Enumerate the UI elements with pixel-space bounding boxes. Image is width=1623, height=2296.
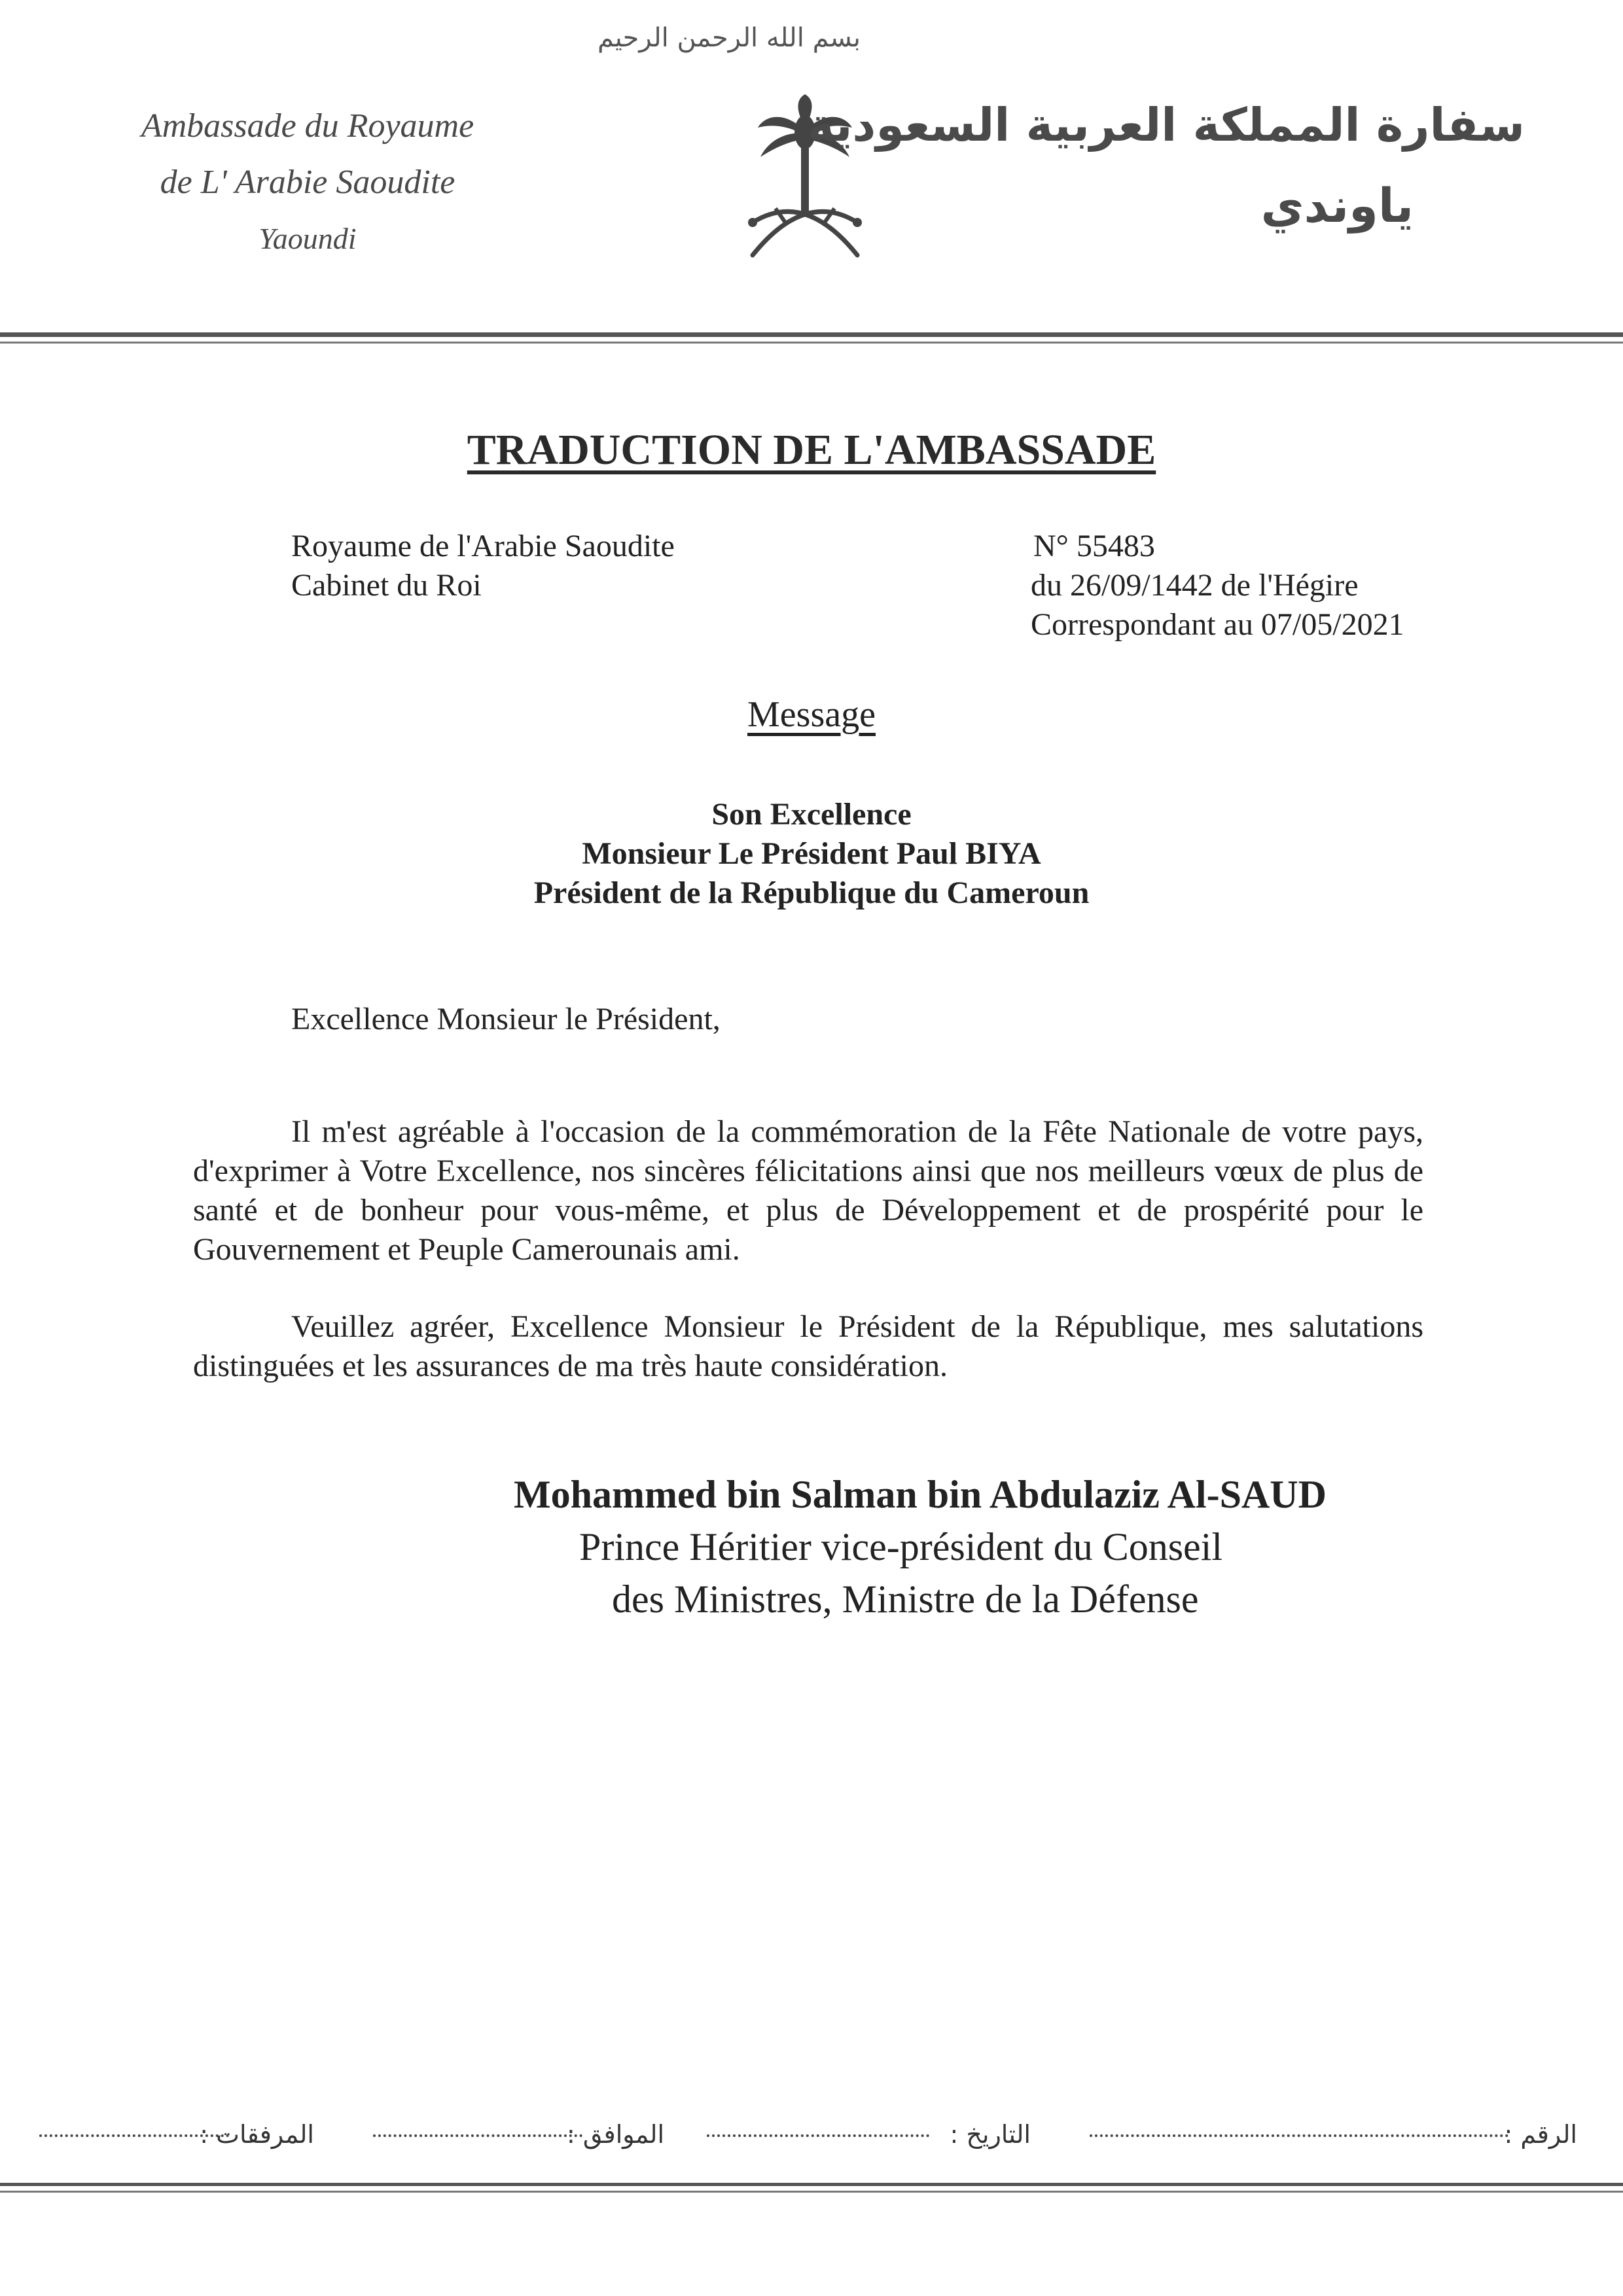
signatory-title-line-2: des Ministres, Ministre de la Défense <box>612 1578 1199 1621</box>
footer-number-field <box>1090 2134 1508 2137</box>
recipient-line-2: Monsieur Le Président Paul BIYA <box>582 836 1041 871</box>
footer-date-field <box>707 2134 929 2137</box>
document-title: TRADUCTION DE L'AMBASSADE <box>467 426 1156 474</box>
embassy-name-french <box>79 98 537 267</box>
header-divider-thin <box>0 342 1623 344</box>
closing-paragraph-text: Veuillez agréer, Excellence Monsieur le Président de la République, mes salutations distinguées et les assurances de ma très haute considération. <box>193 1309 1423 1383</box>
recipient-line-1: Son Excellence <box>711 797 912 832</box>
footer-attachments-label: المرفقات : <box>200 2120 314 2149</box>
footer-corresponding-label: الموافق : <box>566 2120 664 2149</box>
recipient-line-3: Président de la République du Cameroun <box>533 875 1090 910</box>
recipient-block <box>0 795 1623 913</box>
closing-paragraph <box>193 1307 1423 1386</box>
salutation: Excellence Monsieur le Président, <box>291 1002 721 1036</box>
footer-divider <box>0 2183 1623 2186</box>
sender-line-1: Royaume de l'Arabie Saoudite <box>291 529 675 563</box>
embassy-name-arabic-title: سفارة المملكة العربية السعودية <box>807 98 1525 152</box>
footer-corresponding-field <box>373 2134 582 2137</box>
sender-block <box>291 527 675 605</box>
embassy-city-arabic: ياوندي <box>1260 178 1414 233</box>
embassy-name-arabic <box>807 98 1525 233</box>
embassy-name-line-2: de L' Arabie Saoudite <box>160 164 455 201</box>
reference-date-hijri: du 26/09/1442 de l'Hégire <box>1031 568 1359 603</box>
footer-attachments-field <box>39 2134 229 2137</box>
header-divider <box>0 332 1623 337</box>
footer-number-label: الرقم : <box>1504 2120 1577 2149</box>
footer-divider-thin <box>0 2191 1623 2193</box>
embassy-city: Yaoundi <box>259 222 357 255</box>
reference-number: N° 55483 <box>1033 529 1155 563</box>
basmala-calligraphy: بسم الله الرحمن الرحيم <box>597 23 861 53</box>
sender-line-2: Cabinet du Roi <box>291 568 482 603</box>
body-paragraph <box>193 1112 1423 1269</box>
embassy-name-line-1: Ambassade du Royaume <box>141 107 474 145</box>
reference-block <box>1031 527 1404 645</box>
signatory-title-line-1: Prince Héritier vice-président du Conseil <box>579 1525 1223 1568</box>
footer-ledger <box>39 2120 1577 2159</box>
footer-date-label: التاريخ : <box>950 2120 1031 2149</box>
message-heading: Message <box>747 694 876 735</box>
body-paragraph-text: Il m'est agréable à l'occasion de la commémoration de la Fête Nationale de votre pays, d'exprimer à Votre Excellence, nos sincères félicitations ainsi que nos meilleurs vœux de plus de santé et de bonheur pour vous-même, et plus de Développement et de prospérité pour le Gouvernement et Peuple Camerounais ami. <box>193 1114 1423 1267</box>
signatory-name: Mohammed bin Salman bin Abdulaziz Al-SAUD <box>514 1473 1327 1516</box>
reference-date-gregorian: Correspondant au 07/05/2021 <box>1031 607 1404 642</box>
